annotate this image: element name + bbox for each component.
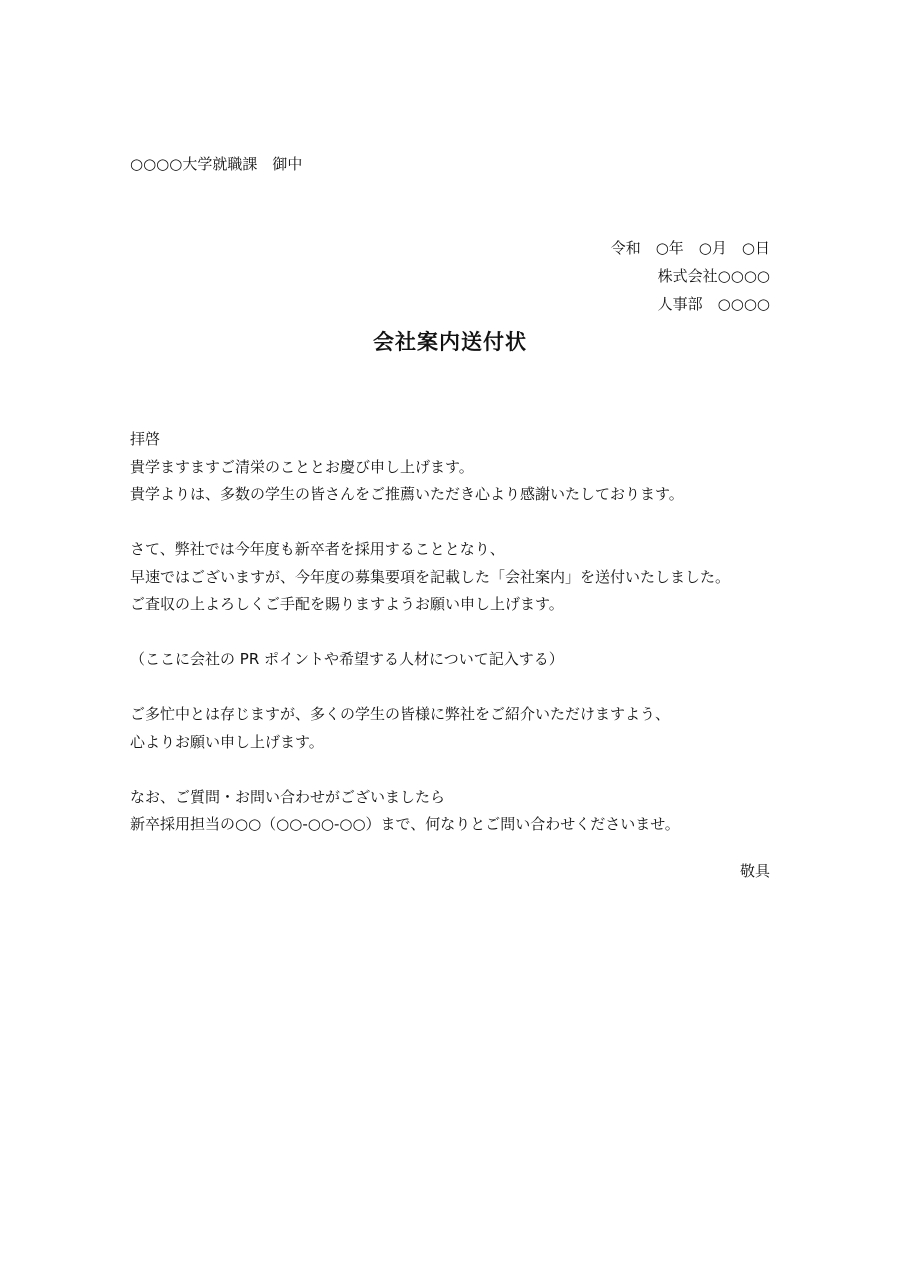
paragraph-gap <box>130 509 790 537</box>
paragraph-gap <box>130 674 790 702</box>
sender-department: 人事部 ○○○○ <box>657 295 770 313</box>
document-title: 会社案内送付状 <box>373 330 527 354</box>
closing-phrase: 敬具 <box>739 862 770 880</box>
paragraph-gap <box>130 756 790 784</box>
recipient: ○○○○大学就職課 御中 <box>130 155 303 173</box>
paragraph-gap <box>130 619 790 647</box>
body-line: ご査収の上よろしくご手配を賜りますようお願い申し上げます。 <box>130 595 564 613</box>
body-line: 早速ではございますが、今年度の募集要項を記載した「会社案内」を送付いたしました。 <box>130 567 731 586</box>
sender-block <box>450 234 770 318</box>
body-line: 貴学ますますご清栄のこととお慶び申し上げます。 <box>130 457 474 476</box>
salutation: 拝啓 <box>130 430 161 448</box>
body-line: なお、ご質問・お問い合わせがございましたら <box>130 787 446 806</box>
letter-body <box>130 426 790 839</box>
body-line-placeholder: （ここに会社の PR ポイントや希望する人材について記入する） <box>130 650 564 668</box>
body-line: 新卒採用担当の○○（○○-○○-○○）まで、何なりとご問い合わせくださいませ。 <box>130 815 680 833</box>
sender-company: 株式会社○○○○ <box>657 267 770 285</box>
body-line: 貴学よりは、多数の学生の皆さんをご推薦いただき心より感謝いたしております。 <box>130 485 684 503</box>
letter-date: 令和 ○年 ○月 ○日 <box>610 239 770 257</box>
body-line: 心よりお願い申し上げます。 <box>130 732 324 751</box>
body-line: さて、弊社では今年度も新卒者を採用することとなり、 <box>130 540 505 558</box>
body-line: ご多忙中とは存じますが、多くの学生の皆様に弊社をご紹介いただけますよう、 <box>130 705 671 723</box>
